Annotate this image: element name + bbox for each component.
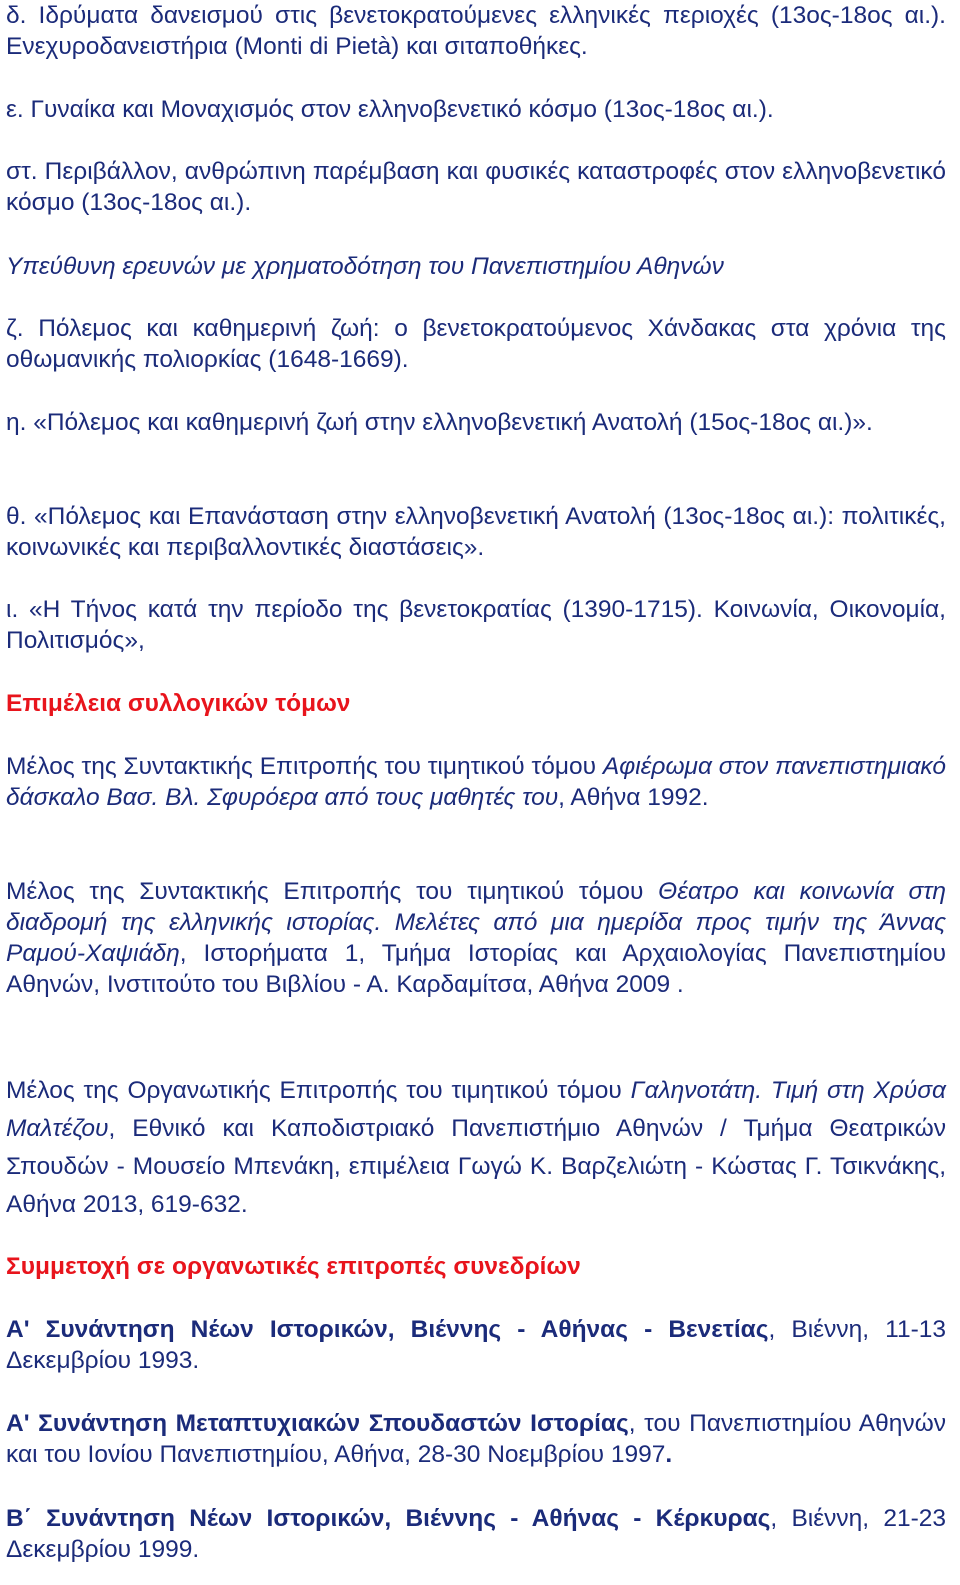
committee-entry-title: Α' Συνάντηση Μεταπτυχιακών Σπουδαστών Ιστορίας (6, 1410, 629, 1437)
editing-entry-title: Αφιέρωμα στον πανεπιστημιακό δάσκαλο Βασ. Βλ. Σφυρόερα από τους μαθητές του (6, 753, 946, 811)
editing-entry-pre: Μέλος της Συντακτικής Επιτροπής του τιμητικού τόμου (6, 753, 603, 780)
editing-entry-title: Γαληνοτάτη. Τιμή στη Χρύσα Μαλτέζου (6, 1077, 946, 1142)
editing-entry-post: , Ιστορήματα 1, Τμήμα Ιστορίας και Αρχαιολογίας Πανεπιστημίου Αθηνών, Ινστιτούτο του Βιβλίου - Α. Καρδαμίτσα, Αθήνα 2009 . (6, 940, 946, 998)
editing-entry (6, 751, 946, 813)
committees-section-heading: Συμμετοχή σε οργανωτικές επιτροπές συνεδρίων (6, 1253, 581, 1280)
committee-entry-post: , Βιέννη, 11-13 Δεκεμβρίου 1993. (6, 1316, 946, 1374)
editing-section-heading: Επιμέλεια συλλογικών τόμων (6, 690, 351, 717)
editing-entry-post: , Αθήνα 1992. (558, 784, 709, 811)
editing-entry-pre: Μέλος της Συντακτικής Επιτροπής του τιμητικού τόμου (6, 878, 659, 905)
research-item-h: η. «Πόλεμος και καθημερινή ζωή στην ελληνοβενετική Ανατολή (15ος-18ος αι.)». (6, 409, 873, 436)
funded-research-heading: Υπεύθυνη ερευνών με χρηματοδότηση του Πανεπιστημίου Αθηνών (6, 253, 724, 280)
committee-entry-title: Α' Συνάντηση Νέων Ιστορικών, Βιέννης - Αθήνας - Βενετίας (6, 1316, 769, 1343)
committee-entry (6, 1503, 946, 1565)
research-item-th: θ. «Πόλεμος και Επανάσταση στην ελληνοβενετική Ανατολή (13ος-18ος αι.): πολιτικές, κοινωνικές και περιβαλλοντικές διαστάσεις». (6, 503, 946, 561)
research-item-e: ε. Γυναίκα και Μοναχισμός στον ελληνοβενετικό κόσμο (13ος-18ος αι.). (6, 96, 774, 123)
research-item-d: δ. Ιδρύματα δανεισμού στις βενετοκρατούμενες ελληνικές περιοχές (13ος-18ος αι.). Ενεχυροδανειστήρια (Monti di Pietà) και σιταποθήκες. (6, 2, 946, 60)
committee-entry (6, 1408, 946, 1470)
editing-entry-title: Θέατρο και κοινωνία στη διαδρομή της ελληνικής ιστορίας. Μελέτες από μια ημερίδα προς τιμήν της Άννας Ραμού-Χαψιάδη (6, 878, 947, 967)
editing-entry (6, 1072, 946, 1224)
committee-entry-title: Β΄ Συνάντηση Νέων Ιστορικών, Βιέννης - Αθήνας - Κέρκυρας (6, 1505, 771, 1532)
research-item-z: ζ. Πόλεμος και καθημερινή ζωή: ο βενετοκρατούμενος Χάνδακας στα χρόνια της οθωμανικής πολιορκίας (1648-1669). (6, 315, 946, 373)
committee-entry (6, 1314, 946, 1376)
committee-entry-dot: . (665, 1441, 673, 1468)
editing-entry-post: , Εθνικό και Καποδιστριακό Πανεπιστήμιο Αθηνών / Τμήμα Θεατρικών Σπουδών - Μουσείο Μπενάκη, επιμέλεια Γωγώ Κ. Βαρζελιώτη - Κώστας Γ. Τσικνάκης, Αθήνα 2013, 619-632. (6, 1115, 946, 1218)
editing-entry (6, 876, 946, 1000)
research-item-i: ι. «Η Τήνος κατά την περίοδο της βενετοκρατίας (1390-1715). Κοινωνία, Οικονομία, Πολιτισμός», (6, 596, 946, 654)
committee-entry-post: , Βιέννη, 21-23 Δεκεμβρίου 1999. (6, 1505, 946, 1563)
research-item-st: στ. Περιβάλλον, ανθρώπινη παρέμβαση και φυσικές καταστροφές στον ελληνοβενετικό κόσμο (13ος-18ος αι.). (6, 158, 946, 216)
committee-entry-post: , του Πανεπιστημίου Αθηνών και του Ιονίου Πανεπιστημίου, Αθήνα, 28-30 Νοεμβρίου 1997 (6, 1410, 947, 1468)
editing-entry-pre: Μέλος της Οργανωτικής Επιτροπής του τιμητικού τόμου (6, 1077, 631, 1104)
